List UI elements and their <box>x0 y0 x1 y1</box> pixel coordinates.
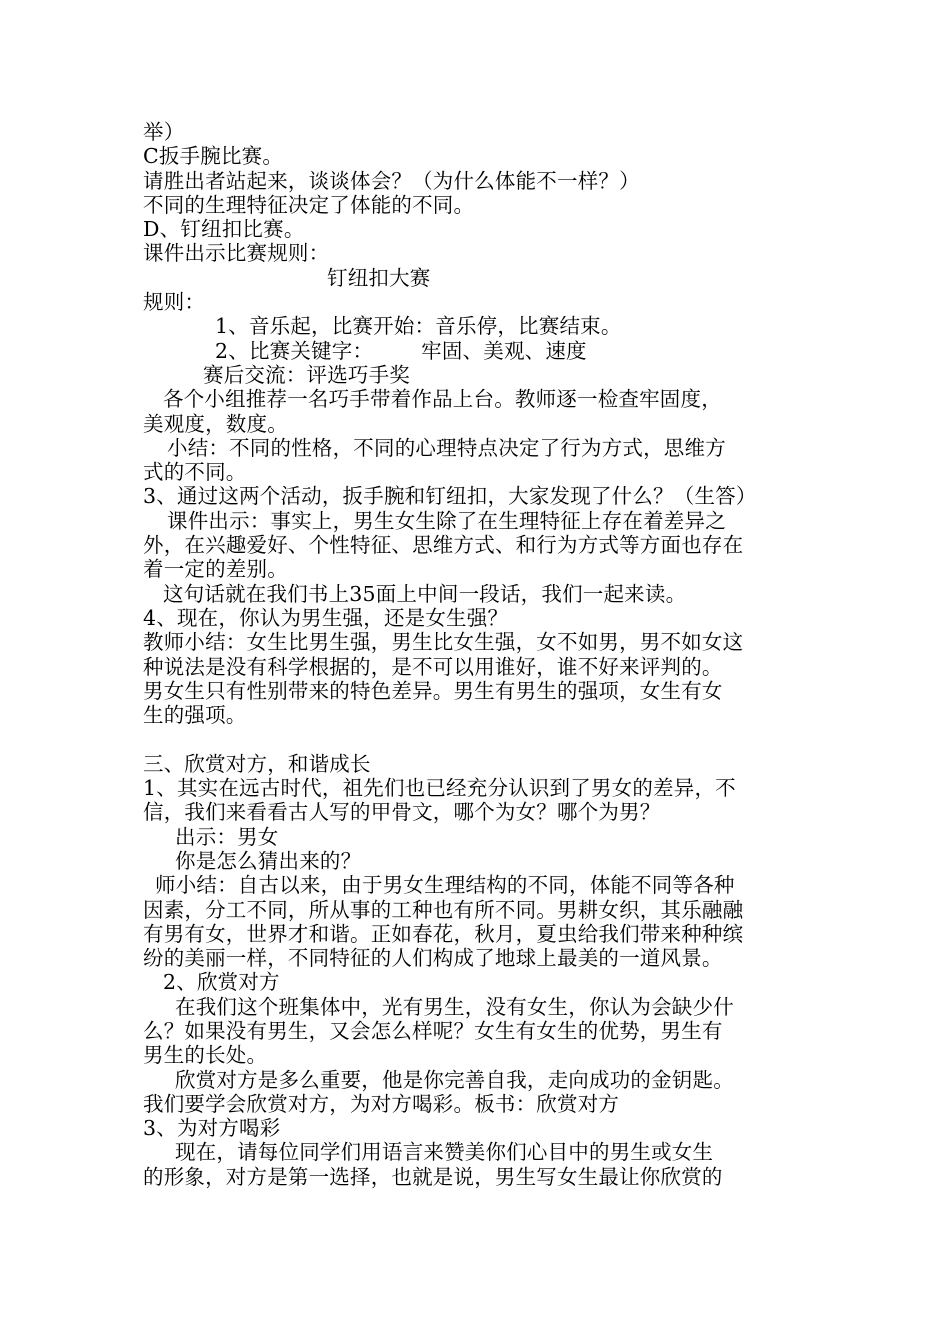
line-text: 各个小组推荐一名巧手带着作品上台。教师逐一检查牢固度， <box>163 387 722 412</box>
text-line <box>143 363 811 387</box>
text-line <box>143 169 811 193</box>
text-line <box>143 898 811 922</box>
text-line <box>143 533 811 557</box>
line-text: 1、其实在远古时代，祖先们也已经充分认识到了男女的差异，不 <box>143 776 736 801</box>
line-text: 纷的美丽一样，不同特征的人们构成了地球上最美的一道风景。 <box>143 946 723 971</box>
text-line <box>143 1116 811 1140</box>
text-line <box>143 655 811 679</box>
line-text: 式的不同。 <box>143 460 247 485</box>
text-line <box>143 679 811 703</box>
line-text: 4、现在，你认为男生强，还是女生强？ <box>143 605 509 630</box>
line-text: 2、欣赏对方 <box>163 970 280 995</box>
line-text: 你是怎么猜出来的？ <box>175 848 362 873</box>
text-line <box>143 922 811 946</box>
line-text: C扳手腕比赛。 <box>143 144 284 169</box>
text-line <box>143 290 811 314</box>
text-line <box>143 217 811 241</box>
text-line <box>143 606 811 630</box>
text-line <box>143 1140 811 1164</box>
text-line <box>143 970 811 994</box>
text-line <box>143 849 811 873</box>
text-line <box>143 1043 811 1067</box>
line-text: 现在，请每位同学们用语言来赞美你们心目中的男生或女生 <box>175 1140 714 1165</box>
line-text: 教师小结：女生比男生强，男生比女生强，女不如男，男不如女这 <box>143 630 744 655</box>
text-line <box>143 1165 811 1189</box>
line-text: D、钉纽扣比赛。 <box>143 217 305 242</box>
text-line <box>143 1019 811 1043</box>
text-line <box>143 703 811 727</box>
text-line <box>143 339 811 363</box>
text-line <box>143 630 811 654</box>
text-line <box>143 776 811 800</box>
text-line <box>143 582 811 606</box>
text-line <box>143 484 811 508</box>
line-text: 欣赏对方是多么重要，他是你完善自我，走向成功的金钥匙。 <box>175 1067 734 1092</box>
line-text: 男生的长处。 <box>143 1043 268 1068</box>
text-line <box>143 995 811 1019</box>
line-text: 美观度，数度。 <box>143 411 288 436</box>
line-text: 请胜出者站起来，谈谈体会？（为什么体能不一样？） <box>143 168 640 193</box>
line-text: 1、音乐起，比赛开始：音乐停，比赛结束。 <box>215 314 622 339</box>
line-text: 课件出示比赛规则： <box>143 241 330 266</box>
text-line <box>143 800 811 824</box>
text-line <box>143 436 811 460</box>
text-line <box>143 557 811 581</box>
text-line <box>143 1068 811 1092</box>
text-line <box>143 825 811 849</box>
line-text: 举） <box>143 120 185 144</box>
line-text: 2、比赛关键字： <box>215 338 374 363</box>
text-line <box>143 873 811 897</box>
text-line <box>143 460 811 484</box>
line-text: 三、欣赏对方，和谐成长 <box>143 751 371 776</box>
text-line <box>143 193 811 217</box>
line-text: 的形象，对方是第一选择，也就是说，男生写女生最让你欣赏的 <box>143 1164 723 1189</box>
line-text: 生的强项。 <box>143 703 247 728</box>
line-text: 不同的生理特征决定了体能的不同。 <box>143 192 475 217</box>
line-text: 在我们这个班集体中，光有男生，没有女生，你认为会缺少什 <box>175 994 734 1019</box>
line-text: 种说法是没有科学根据的，是不可以用谁好，谁不好来评判的。 <box>143 654 723 679</box>
blank-line <box>143 727 811 751</box>
line-text: 师小结：自古以来，由于男女生理结构的不同，体能不同等各种 <box>155 873 735 898</box>
line-text: 小结：不同的性格，不同的心理特点决定了行为方式，思维方 <box>167 435 726 460</box>
line-text: 这句话就在我们书上35面上中间一段话，我们一起来读。 <box>163 581 687 606</box>
line-text: 钉纽扣大赛 <box>327 265 431 290</box>
line-text: 出示：男女 <box>175 824 279 849</box>
line-text: 课件出示：事实上，男生女生除了在生理特征上存在着差异之 <box>167 508 726 533</box>
text-line <box>143 752 811 776</box>
line-text: 男女生只有性别带来的特色差异。男生有男生的强项，女生有女 <box>143 678 723 703</box>
document-page <box>143 120 811 1189</box>
text-line <box>143 509 811 533</box>
line-text: 么？如果没有男生，又会怎么样呢？女生有女生的优势，男生有 <box>143 1018 723 1043</box>
line-text: 我们要学会欣赏对方，为对方喝彩。板书：欣赏对方 <box>143 1091 620 1116</box>
line-text: 信，我们来看看古人写的甲骨文，哪个为女？哪个为男？ <box>143 800 661 825</box>
line-text: 有男有女，世界才和谐。正如春花，秋月，夏虫给我们带来种种缤 <box>143 921 744 946</box>
text-line <box>143 387 811 411</box>
line-text-tail: 牢固、美观、速度 <box>421 338 587 363</box>
text-line <box>143 314 811 338</box>
text-line <box>143 946 811 970</box>
text-line <box>143 241 811 265</box>
line-text: 着一定的差别。 <box>143 557 288 582</box>
line-text: 规则： <box>143 290 206 315</box>
text-line <box>143 144 811 168</box>
text-line <box>143 1092 811 1116</box>
line-text: 3、为对方喝彩 <box>143 1116 281 1141</box>
line-text: 赛后交流：评选巧手奖 <box>203 362 410 387</box>
line-text: 3、通过这两个活动，扳手腕和钉纽扣，大家发现了什么？（生答） <box>143 484 757 509</box>
line-text: 外，在兴趣爱好、个性特征、思维方式、和行为方式等方面也存在 <box>143 533 744 558</box>
text-line <box>143 120 811 144</box>
text-line <box>143 412 811 436</box>
text-line <box>143 266 811 290</box>
line-text: 因素，分工不同，所从事的工种也有所不同。男耕女织，其乐融融 <box>143 897 744 922</box>
